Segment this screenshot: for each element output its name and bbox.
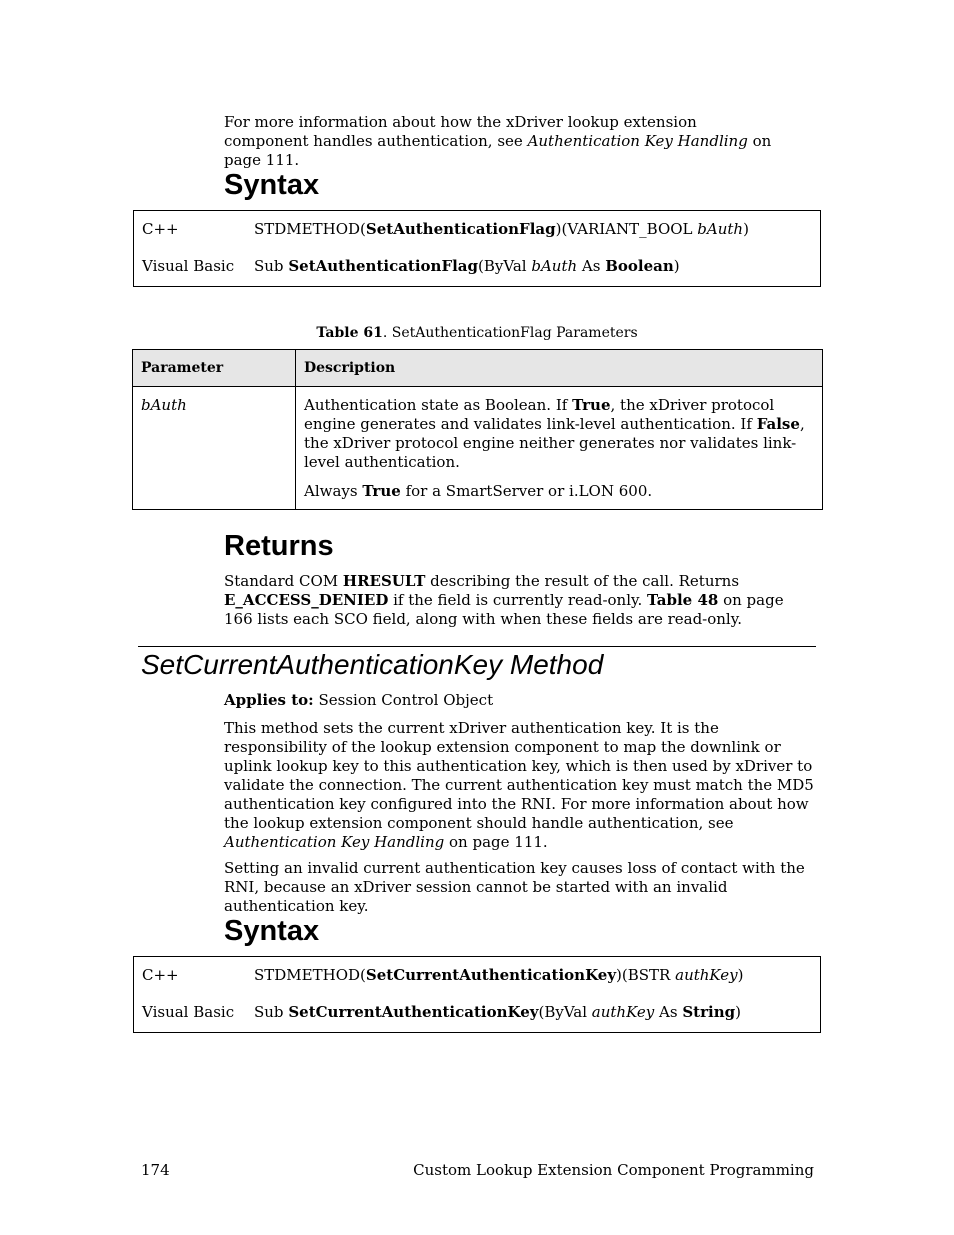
page-number: 174 xyxy=(141,1161,170,1179)
language-label: Visual Basic xyxy=(142,257,235,275)
footer-title: Custom Lookup Extension Component Programming xyxy=(413,1161,814,1179)
description-cell xyxy=(296,387,823,510)
syntax-heading: Syntax xyxy=(224,169,320,201)
authentication-key-handling-link[interactable]: Authentication Key Handling xyxy=(224,833,445,851)
syntax-vb-row: Visual Basic Sub SetCurrentAuthenticationKey(ByVal authKey As String) xyxy=(142,1003,741,1021)
intro-paragraph: For more information about how the xDriver lookup extension component handles authentication, see Authentication Key Handling on page 111. xyxy=(224,113,772,169)
authentication-key-handling-link[interactable]: Authentication Key Handling xyxy=(527,132,748,150)
method-name: SetCurrentAuthenticationKey xyxy=(365,966,617,984)
syntax-cpp-row: C++ STDMETHOD(SetAuthenticationFlag)(VARIANT_BOOL bAuth) xyxy=(142,220,749,238)
method-description: This method sets the current xDriver authentication key. It is the responsibility of the lookup extension component to map the downlink or uplink lookup key to this authentication key, which is then used by xDriver to validate the connection. The current authentication key must match the MD5 authentication key configured into the RNI. For more information about how the lookup extension component should handle authentication, see Authentication Key Handling on page 111. xyxy=(224,719,814,851)
language-label: C++ xyxy=(142,966,179,984)
table-header-row xyxy=(133,350,823,387)
parameter-cell: bAuth xyxy=(133,387,296,510)
syntax-box xyxy=(133,210,821,287)
syntax-heading: Syntax xyxy=(224,915,320,947)
returns-paragraph: Standard COM HRESULT describing the result of the call. Returns E_ACCESS_DENIED if the field is currently read-only. Table 48 on page 166 lists each SCO field, along with when these fields are read-only. xyxy=(224,572,784,628)
parameter-name: bAuth xyxy=(531,257,578,275)
table-48-link[interactable]: Table 48 xyxy=(647,591,719,609)
applies-to: Applies to: Session Control Object xyxy=(224,691,494,709)
language-label: C++ xyxy=(142,220,179,238)
method-name: SetCurrentAuthenticationKey xyxy=(288,1003,539,1021)
parameters-table xyxy=(132,349,823,510)
method-title: SetCurrentAuthenticationKey Method xyxy=(141,649,604,680)
method-warning: Setting an invalid current authentication key causes loss of contact with the RNI, because an xDriver session cannot be started with an invalid authentication key. xyxy=(224,859,805,915)
method-name: SetAuthenticationFlag xyxy=(365,220,556,238)
column-header-description: Description xyxy=(296,350,823,387)
table-row xyxy=(133,387,823,510)
table-caption: Table 61. SetAuthenticationFlag Parameters xyxy=(316,325,638,341)
type-name: Boolean xyxy=(605,257,674,275)
syntax-cpp-row: C++ STDMETHOD(SetCurrentAuthenticationKey)(BSTR authKey) xyxy=(142,966,744,984)
returns-heading: Returns xyxy=(224,530,334,562)
parameter-name: authKey xyxy=(591,1003,655,1021)
section-divider xyxy=(138,646,816,647)
parameter-name: bAuth xyxy=(697,220,744,238)
syntax-vb-row: Visual Basic Sub SetAuthenticationFlag(ByVal bAuth As Boolean) xyxy=(142,257,680,275)
column-header-parameter: Parameter xyxy=(133,350,296,387)
syntax-box xyxy=(133,956,821,1033)
method-name: SetAuthenticationFlag xyxy=(288,257,479,275)
type-name: String xyxy=(682,1003,736,1021)
description-text: Authentication state as Boolean. If True, the xDriver protocol engine generates and validates link-level authentication. If False, the xDriver protocol engine neither generates nor validates link-level authentication. xyxy=(304,396,805,471)
description-note: Always True for a SmartServer or i.LON 600. xyxy=(304,482,653,500)
language-label: Visual Basic xyxy=(142,1003,235,1021)
parameter-name: authKey xyxy=(675,966,738,984)
